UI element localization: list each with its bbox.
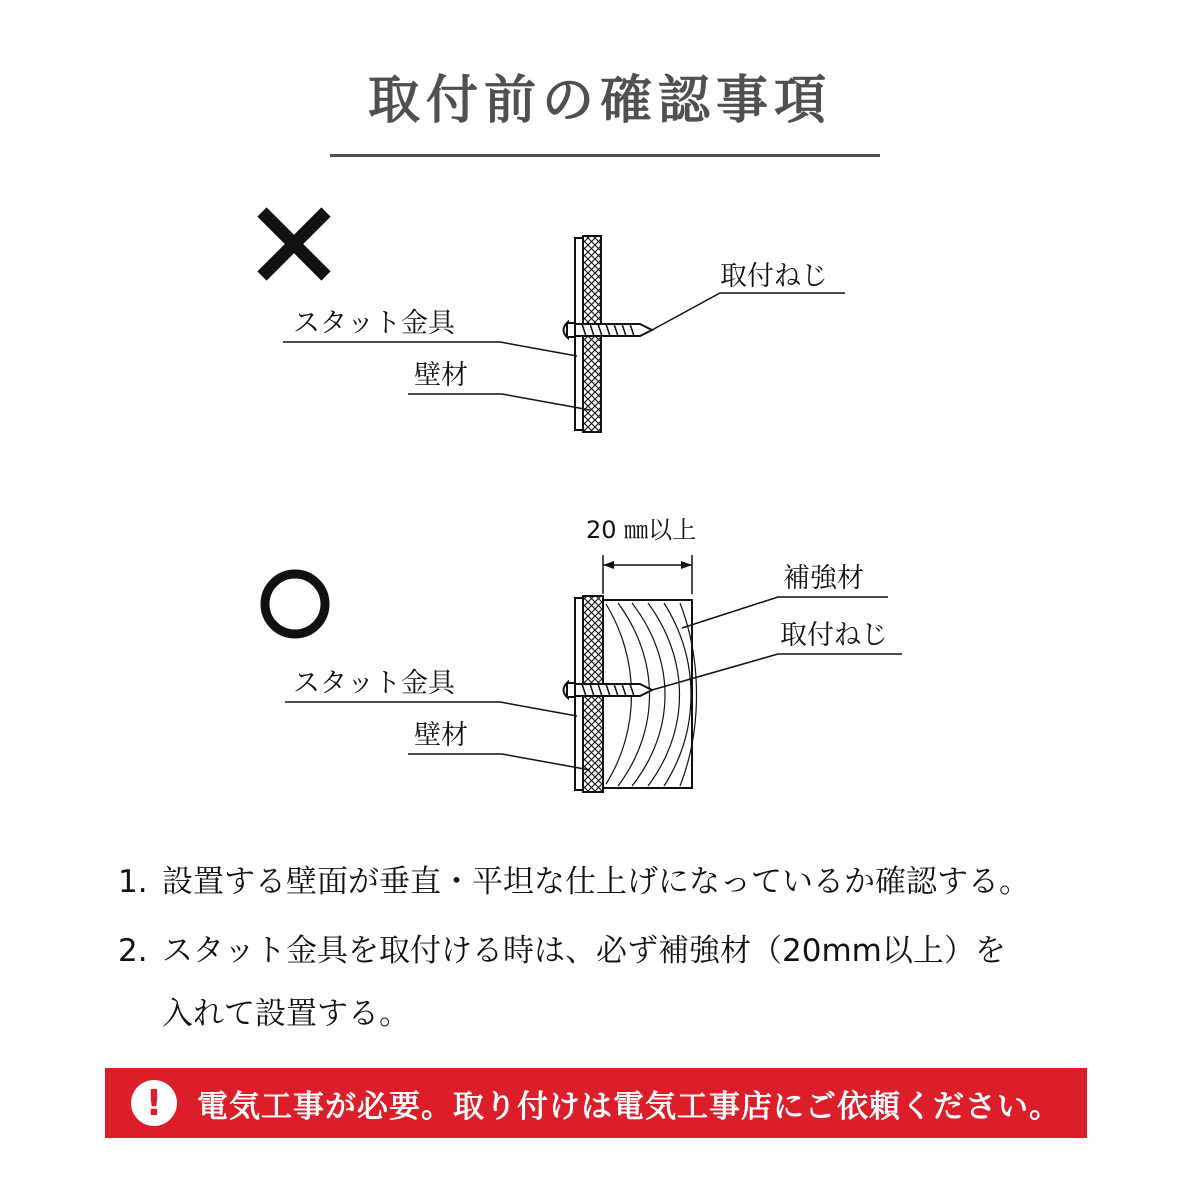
dimension-indicator (603, 555, 692, 594)
circle-mark-icon (265, 574, 325, 634)
note-item-1 (118, 857, 1030, 907)
note-text: 設置する壁面が垂直・平坦な仕上げになっているか確認する。 (162, 864, 1030, 900)
note-text: スタット金具を取付ける時は、必ず補強材（20mm以上）を (162, 933, 1006, 969)
cross-mark-icon (262, 212, 326, 276)
good-wall-section (564, 596, 697, 792)
note-number: 2. (118, 933, 148, 969)
bad-wall-label: 壁材 (414, 360, 468, 391)
good-bracket-label: スタット金具 (293, 668, 455, 699)
exclamation-icon: ! (131, 1080, 177, 1126)
bad-wall-section (564, 236, 653, 432)
dimension-label: 20 ㎜以上 (586, 516, 697, 544)
warning-banner (105, 1068, 1087, 1138)
good-screw-label: 取付ねじ (780, 620, 888, 651)
reinforce-label: 補強材 (783, 563, 864, 594)
note-number: 1. (118, 864, 148, 900)
warning-text: 電気工事が必要。取り付けは電気工事店にご依頼ください。 (197, 1088, 1061, 1125)
page-title: 取付前の確認事項 (367, 71, 832, 131)
note-text-continued: 入れて設置する。 (162, 996, 410, 1032)
good-wall-label: 壁材 (414, 720, 468, 751)
note-item-2 (118, 926, 1006, 976)
bad-bracket-label: スタット金具 (293, 308, 455, 339)
bad-screw-label: 取付ねじ (720, 261, 828, 292)
